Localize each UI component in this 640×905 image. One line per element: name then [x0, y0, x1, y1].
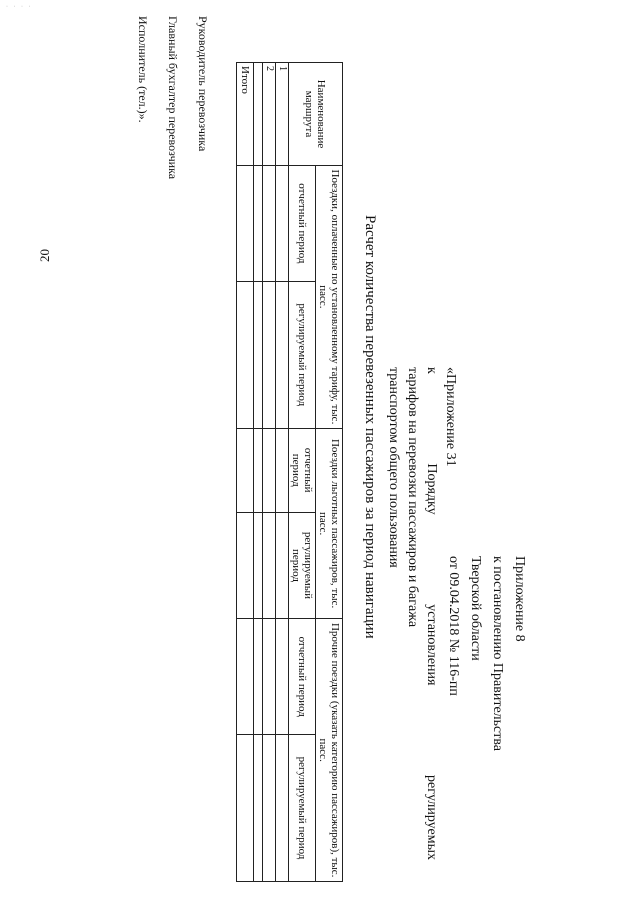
- table-cell: [237, 619, 254, 735]
- signature-accountant: Главный бухгалтер перевозчика: [166, 16, 180, 180]
- appendix-31-header: [384, 367, 460, 887]
- appendix-8-line-3: Тверской области: [468, 556, 483, 661]
- table-row: [276, 63, 289, 882]
- table-cell: [276, 281, 289, 428]
- header-group-tariff: Поездки, оплаченные по установленному тарифу, тыс. пасс.: [316, 166, 343, 429]
- header-regulated-1: регулируемый период: [289, 281, 316, 428]
- table-cell: [237, 512, 254, 619]
- table-cell: [276, 619, 289, 735]
- table-cell: [263, 512, 276, 619]
- table-cell: [237, 166, 254, 282]
- header-regulated-3: регулируемый период: [289, 734, 316, 881]
- table-row: [263, 63, 276, 882]
- table-header-row-2: [289, 63, 316, 882]
- row-label: 2: [263, 63, 276, 166]
- row-label: 1: [276, 63, 289, 166]
- appendix-8-title: Приложение 8: [512, 556, 527, 642]
- document-title: Расчет количества перевезенных пассажиров за период навигации: [362, 215, 378, 639]
- table-cell: [263, 281, 276, 428]
- table-cell: [263, 166, 276, 282]
- appendix-31-line-4: транспортом общего пользования: [386, 367, 401, 568]
- appendix-31-title: «Приложение 31: [443, 367, 458, 467]
- appendix-31-word-1: к: [424, 367, 439, 374]
- appendix-31-line-2: [422, 367, 441, 860]
- scan-artifact: · · · ·: [6, 4, 33, 10]
- table-cell: [254, 281, 263, 428]
- header-group-other: Прочие поездки (указать категорию пассажиров), тыс. пасс.: [316, 619, 343, 882]
- appendix-31-line-3: тарифов на перевозки пассажиров и багажа: [405, 367, 420, 628]
- total-label: Итого: [237, 63, 254, 166]
- table-row: [254, 63, 263, 882]
- row-label: [254, 63, 263, 166]
- appendix-31-word-2: Порядку: [424, 463, 439, 515]
- table-cell: [237, 734, 254, 881]
- table-cell: [263, 734, 276, 881]
- table-cell: [254, 512, 263, 619]
- table-cell: [276, 512, 289, 619]
- table-cell: [237, 428, 254, 512]
- table-total-row: [237, 63, 254, 882]
- table-cell: [254, 166, 263, 282]
- appendix-8-line-4: от 09.04.2018 № 116-пп: [446, 556, 461, 696]
- header-regulated-2: регулируемый период: [289, 512, 316, 619]
- table-cell: [254, 428, 263, 512]
- table-cell: [263, 619, 276, 735]
- table-cell: [276, 428, 289, 512]
- table-cell: [276, 166, 289, 282]
- passengers-table: [236, 62, 343, 882]
- table-header-row-1: [316, 63, 343, 882]
- header-group-benefit: Поездки льготных пассажиров, тыс. пасс.: [316, 428, 343, 619]
- signature-executor: Исполнитель (тел.)».: [136, 16, 150, 123]
- table-cell: [237, 281, 254, 428]
- header-reported-3: отчетный период: [289, 619, 316, 735]
- appendix-31-word-4: регулируемых: [424, 775, 439, 860]
- header-reported-1: отчетный период: [289, 166, 316, 282]
- header-reported-2: отчетный период: [289, 428, 316, 512]
- header-route-name: Наименование маршрута: [289, 63, 343, 166]
- table-cell: [254, 734, 263, 881]
- signature-head: Руководитель перевозчика: [196, 16, 210, 152]
- appendix-31-word-3: установления: [424, 604, 439, 686]
- table-cell: [254, 619, 263, 735]
- appendix-8-line-2: к постановлению Правительства: [490, 556, 505, 752]
- table-cell: [276, 734, 289, 881]
- page-number: 20: [37, 249, 52, 262]
- table-cell: [263, 428, 276, 512]
